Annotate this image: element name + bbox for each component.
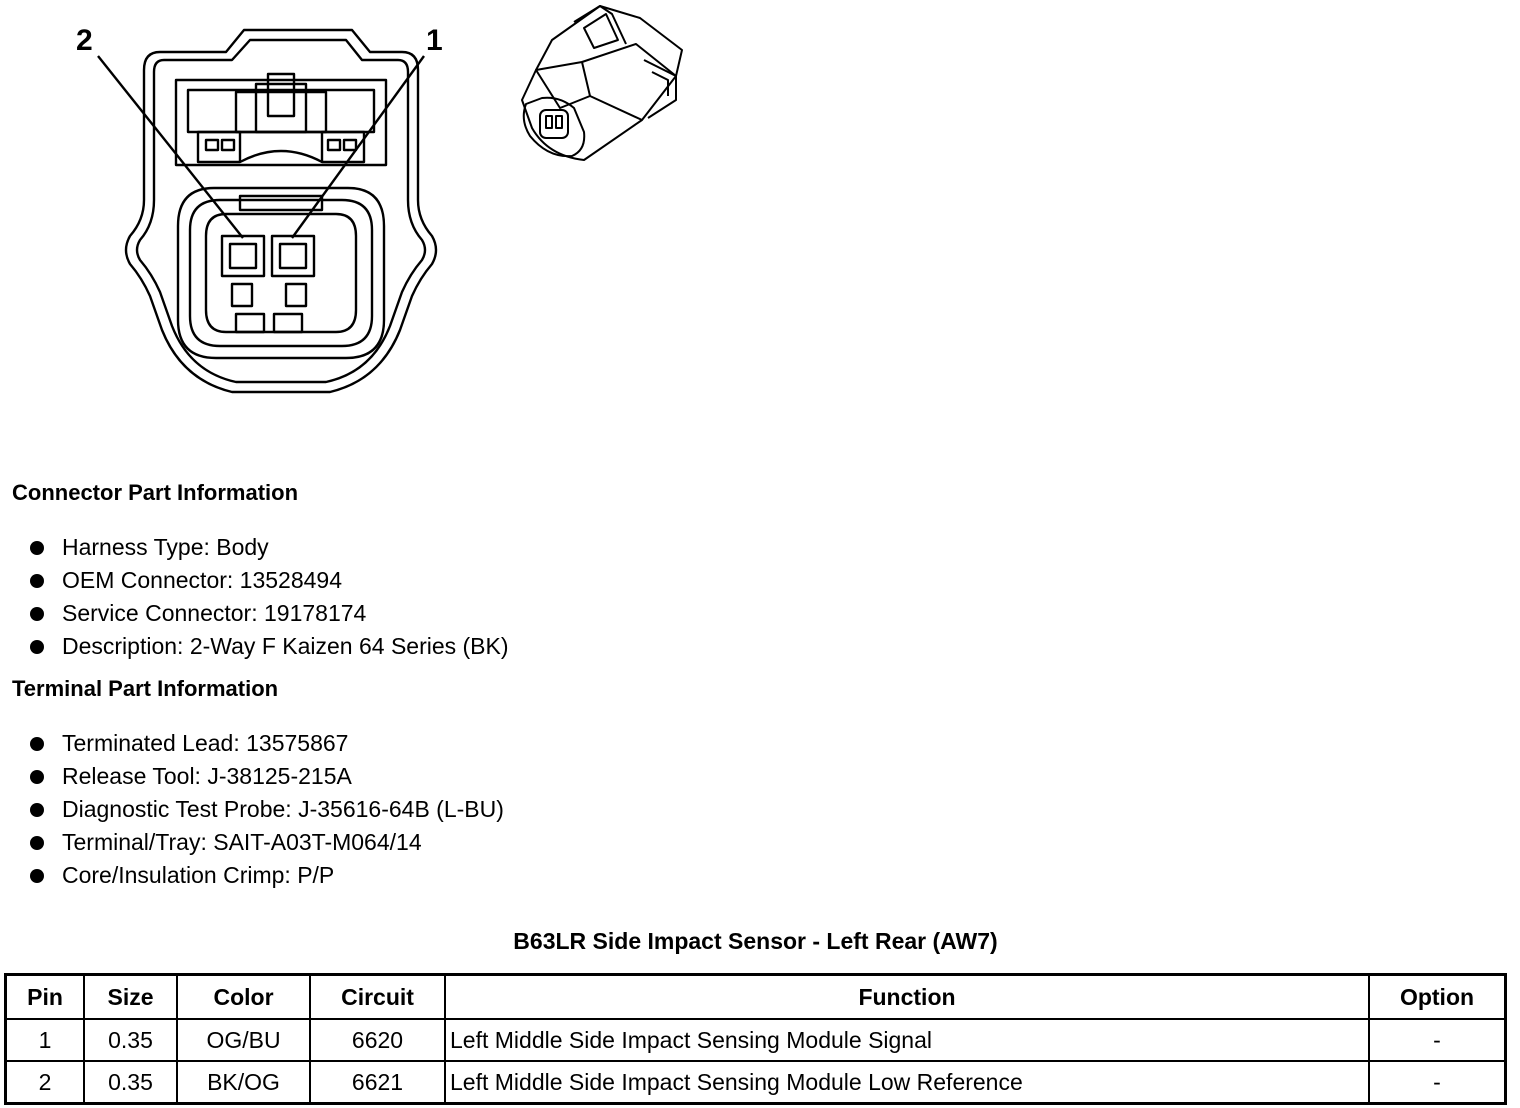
- table-row: [6, 1061, 1506, 1104]
- connector-info-item: Description: 2-Way F Kaizen 64 Series (BK): [62, 633, 509, 659]
- terminal-info-list: [28, 727, 504, 892]
- terminal-info-item: Core/Insulation Crimp: P/P: [62, 862, 335, 888]
- list-item: [28, 727, 504, 760]
- bullet-icon: [30, 607, 44, 621]
- list-item: [28, 597, 509, 630]
- connector-info-heading: Connector Part Information: [12, 480, 299, 505]
- connector-info-item: Harness Type: Body: [62, 534, 269, 560]
- table-row: [6, 1019, 1506, 1061]
- column-header-pin: Pin: [6, 975, 85, 1020]
- list-item: [28, 531, 509, 564]
- pin-label-2: 2: [76, 24, 93, 57]
- list-item: [28, 760, 504, 793]
- function-cell: Left Middle Side Impact Sensing Module Signal: [445, 1019, 1369, 1061]
- bullet-icon: [30, 541, 44, 555]
- column-header-option: Option: [1369, 975, 1506, 1020]
- connector-face-view-icon: [98, 30, 436, 392]
- pinout-table-title: B63LR Side Impact Sensor - Left Rear (AW7): [513, 928, 998, 954]
- color-cell: OG/BU: [177, 1019, 310, 1061]
- list-item: [28, 859, 504, 892]
- bullet-icon: [30, 869, 44, 883]
- pin-cell: 1: [6, 1019, 85, 1061]
- function-cell: Left Middle Side Impact Sensing Module Low Reference: [445, 1061, 1369, 1104]
- column-header-circuit: Circuit: [310, 975, 445, 1020]
- terminal-info-heading: Terminal Part Information: [12, 676, 279, 701]
- table-header-row: [6, 975, 1506, 1020]
- size-cell: 0.35: [84, 1019, 177, 1061]
- list-item: [28, 826, 504, 859]
- circuit-cell: 6620: [310, 1019, 445, 1061]
- terminal-info-item: Terminated Lead: 13575867: [62, 730, 349, 756]
- bullet-icon: [30, 803, 44, 817]
- pin-cell: 2: [6, 1061, 85, 1104]
- pinout-table: [4, 973, 1507, 1105]
- color-cell: BK/OG: [177, 1061, 310, 1104]
- terminal-info-item: Release Tool: J-38125-215A: [62, 763, 352, 789]
- bullet-icon: [30, 640, 44, 654]
- bullet-icon: [30, 737, 44, 751]
- list-item: [28, 564, 509, 597]
- connector-info-item: Service Connector: 19178174: [62, 600, 367, 626]
- list-item: [28, 630, 509, 663]
- circuit-cell: 6621: [310, 1061, 445, 1104]
- size-cell: 0.35: [84, 1061, 177, 1104]
- bullet-icon: [30, 574, 44, 588]
- connector-info-list: [28, 531, 509, 663]
- connector-info-item: OEM Connector: 13528494: [62, 567, 343, 593]
- terminal-info-item: Diagnostic Test Probe: J-35616-64B (L-BU): [62, 796, 504, 822]
- column-header-function: Function: [445, 975, 1369, 1020]
- terminal-info-item: Terminal/Tray: SAIT-A03T-M064/14: [62, 829, 422, 855]
- option-cell: -: [1369, 1061, 1506, 1104]
- column-header-size: Size: [84, 975, 177, 1020]
- column-header-color: Color: [177, 975, 310, 1020]
- bullet-icon: [30, 770, 44, 784]
- bullet-icon: [30, 836, 44, 850]
- connector-3d-view-icon: [522, 6, 682, 160]
- list-item: [28, 793, 504, 826]
- connector-diagram: [0, 0, 760, 420]
- option-cell: -: [1369, 1019, 1506, 1061]
- pin-label-1: 1: [426, 24, 443, 57]
